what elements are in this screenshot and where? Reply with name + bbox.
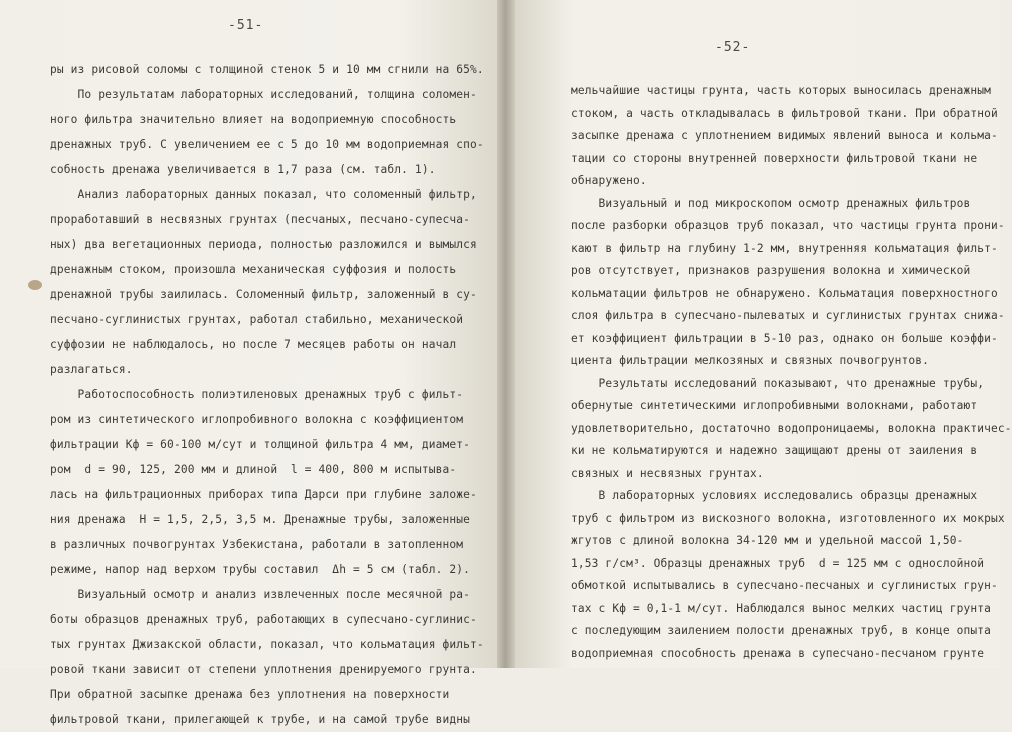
left-page [0, 0, 497, 726]
text-line: стоком, а часть откладывалась в фильтровой ткани. При обратной [571, 106, 998, 120]
text-line: При обратной засыпке дренажа без уплотнения на поверхности [50, 688, 450, 701]
text-line: ровой ткани зависит от степени уплотнения дренируемого грунта. [50, 663, 477, 676]
book-gutter [497, 0, 515, 668]
text-line: обернутые синтетическими иглопробивными волокнами, работают [571, 399, 978, 412]
text-line: ром d = 90, 125, 200 мм и длиной l = 400, 800 м испытыва- [50, 463, 457, 476]
text-line: Визуальный и под микроскопом осмотр дренажных фильтров [571, 196, 971, 210]
text-line: слоя фильтра в супесчано-пылеватых и суглинистых грунтах снижа- [571, 309, 1005, 322]
text-line: дренажных труб. С увеличением ее с 5 до 10 мм водоприемная спо- [50, 138, 484, 151]
text-line: обнаружено. [571, 174, 647, 187]
text-line: фильтрации Кф = 60-100 м/сут и толщиной фильтра 4 мм, диамет- [50, 438, 471, 451]
text-line: ром из синтетического иглопробивного волокна с коэффициентом [50, 413, 464, 426]
text-line: песчано-суглинистых грунтах, работал стабильно, механической [50, 313, 464, 326]
ink-stain [28, 280, 42, 290]
left-page-number: -51- [228, 18, 264, 33]
text-line: мельчайшие частицы грунта, часть которых выносилась дренажным [571, 84, 992, 97]
left-page-text [50, 57, 484, 732]
text-line: ного фильтра значительно влияет на водоприемную способность [50, 113, 457, 126]
text-line: ры из рисовой соломы с толщиной стенок 5 и 10 мм сгнили на 65%. [50, 63, 484, 76]
text-line: обмоткой испытывались в супесчано-песчаных и суглинистых грун- [571, 579, 998, 592]
text-line: жгутов с длиной волокна 34-120 мм и удельной массой 1,50- [571, 534, 964, 547]
text-line: Результаты исследований показывают, что дренажные трубы, [571, 376, 985, 390]
text-line: Визуальный осмотр и анализ извлеченных после месячной ра- [50, 588, 471, 601]
text-line: тации со стороны внутренней поверхности фильтровой ткани не [571, 151, 978, 165]
text-line: режиме, напор над верхом трубы составил Δh = 5 см (табл. 2). [50, 563, 471, 576]
text-line: дренажным стоком, произошла механическая суффозия и полость [50, 263, 457, 276]
text-line: засыпке дренажа с уплотнением видимых явлений выноса и кольма- [571, 129, 998, 142]
text-line: Работоспособность полиэтиленовых дренажных труб с фильт- [50, 388, 464, 401]
text-line: ров отсутствует, признаков разрушения волокна и химической [571, 264, 971, 277]
text-line: фильтровой ткани, прилегающей к трубе, и на самой трубе видны [50, 713, 471, 726]
text-line: связных и несвязных грунтах. [571, 466, 764, 480]
text-line: ет коэффициент фильтрации в 5-10 раз, однако он больше коэффи- [571, 331, 998, 345]
text-line: разлагаться. [50, 363, 133, 376]
text-line: циента фильтрации мелкозяных и связных почвогрунтов. [571, 354, 930, 367]
text-line: в различных почвогрунтах Узбекистана, работали в затопленном [50, 538, 464, 551]
text-line: тах с Кф = 0,1-1 м/сут. Наблюдался вынос мелких частиц грунта [571, 601, 992, 615]
right-page-number: -52- [715, 40, 751, 55]
text-line: тых грунтах Джизакской области, показал, что кольматация фильт- [50, 638, 484, 651]
text-line: труб с фильтром из вискозного волокна, изготовленного их мокрых [571, 511, 1005, 525]
text-line: 1,53 г/см³. Образцы дренажных труб d = 125 мм с однослойной [571, 556, 985, 570]
right-page-text [571, 80, 1012, 665]
text-line: с последующим заилением полости дренажных труб, в конце опыта [571, 624, 992, 637]
text-line: собность дренажа увеличивается в 1,7 раза (см. табл. 1). [50, 163, 436, 176]
text-line: ки не кольматируются и надежно защищают дрены от заиления в [571, 444, 978, 457]
text-line: лась на фильтрационных приборах типа Дарси при глубине заложе- [50, 488, 477, 501]
text-line: водоприемная способность дренажа в супесчано-песчаном грунте [571, 646, 985, 660]
text-line: Анализ лабораторных данных показал, что соломенный фильтр, [50, 188, 477, 201]
text-line: дренажной трубы заилилась. Соломенный фильтр, заложенный в су- [50, 288, 477, 301]
text-line: кольматации фильтров не обнаружено. Кольматация поверхностного [571, 286, 998, 300]
text-line: боты образцов дренажных труб, работающих в супесчано-суглинис- [50, 613, 477, 626]
text-line: По результатам лабораторных исследований, толщина соломен- [50, 88, 477, 101]
text-line: удовлетворительно, достаточно водопроницаемы, волокна практичес- [571, 421, 1012, 435]
text-line: ния дренажа Н = 1,5, 2,5, 3,5 м. Дренажные трубы, заложенные [50, 513, 471, 526]
text-line: проработавший в несвязных грунтах (песчаных, песчано-супесча- [50, 213, 471, 226]
text-line: ных) два вегетационных периода, полностью разложился и вымылся [50, 238, 477, 251]
text-line: кают в фильтр на глубину 1-2 мм, внутренняя кольматация фильт- [571, 241, 998, 255]
text-line: после разборки образцов труб показал, что частицы грунта прони- [571, 219, 1005, 232]
right-page [515, 0, 1012, 668]
text-line: В лабораторных условиях исследовались образцы дренажных [571, 489, 978, 502]
text-line: суффозии не наблюдалось, но после 7 месяцев работы он начал [50, 338, 457, 351]
